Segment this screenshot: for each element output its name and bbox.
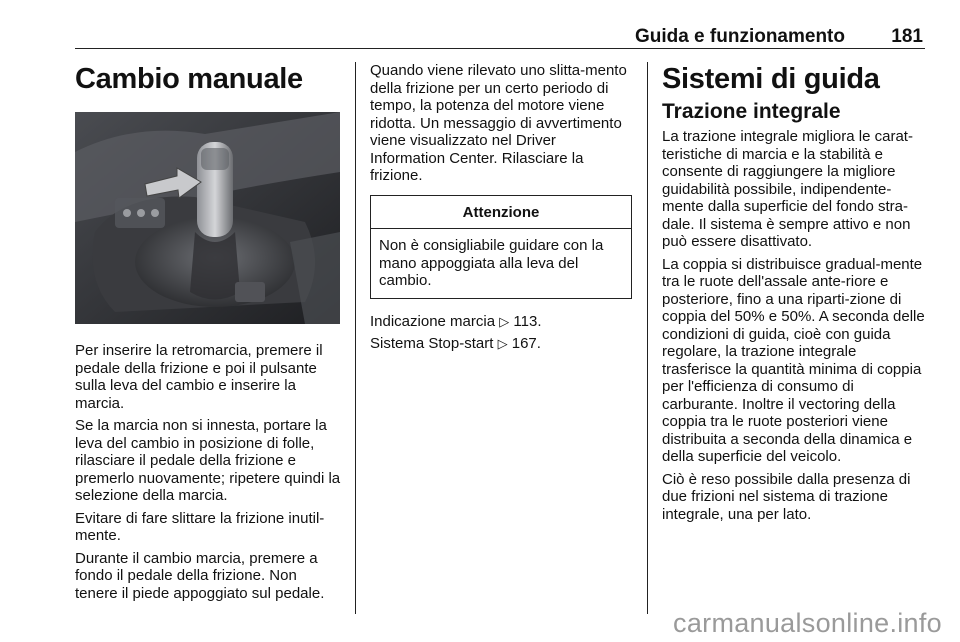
cross-reference-text: Sistema Stop-start [370,335,494,352]
paragraph: Evitare di fare slittare la frizione inutil-mente. [75,509,325,544]
heading-manual-gearbox: Cambio manuale [75,63,303,95]
cross-reference-text: Indicazione marcia [370,312,496,330]
column-drive-systems [662,62,926,528]
column-divider-left [355,62,356,614]
column-divider-right [647,62,648,614]
section-title: Guida e funzionamento [634,26,845,47]
triangle-right-icon: ▷ [497,336,508,351]
warning-box [370,195,632,299]
paragraph: Quando viene rilevato uno slitta-mento della frizione per un certo periodo di tempo, la potenza del motore viene ridotta. Un messaggio di avvertimento viene visualizzato nel Driver Information Center. Rilasciare la frizione. [370,62,627,184]
warning-body: Non è consigliabile guidare con la mano appoggiata alla leva del cambio. [379,237,604,289]
cross-reference[interactable] [370,313,632,331]
subheading-all-wheel-drive: Trazione integrale [662,100,841,123]
paragraph: Se la marcia non si innesta, portare la leva del cambio in posizione di folle, rilasciare il pedale della frizione e premerlo nuovamente; ripetere quindi la selezione della marcia. [75,417,341,504]
cross-reference-page: 113. [513,312,542,330]
paragraph: Per inserire la retromarcia, premere il pedale della frizione e poi il pulsante sulla leva del cambio e inserire la marcia. [75,342,323,412]
paragraph: La trazione integrale migliora le carat-teristiche di marcia e la stabilità e consente di raggiungere la migliore guidabilità possibile, indipendente-mente dalla superficie del fondo stra-dale. Il sistema è sempre attivo e non può essere disattivato. [662,128,913,250]
column-manual-gearbox [75,62,343,607]
heading-drive-systems: Sistemi di guida [662,63,880,95]
paragraph: Durante il cambio marcia, premere a fondo il pedale della frizione. Non tenere il piede appoggiato sul pedale. [75,549,325,602]
running-header [75,26,925,49]
paragraph: Ciò è reso possibile dalla presenza di due frizioni nel sistema di trazione integrale, una per lato. [662,470,911,523]
page-number: 181 [891,26,923,47]
gear-lever-photo [75,112,340,324]
column-clutch [370,62,632,358]
paragraph: La coppia si distribuisce gradual-mente tra le ruote dell'assale ante-riore e posteriore, fino a una riparti-zione di coppia del 50% e 50%. A seconda delle condizioni di guida, cioè con guida regolare, la trazione integrale trasferisce la quantità minima di coppia per l'efficienza di consumo di carburante. Inoltre il vectoring della coppia tra le ruote posteriori viene distribuita a seconda della dinamica e della superficie del veicolo. [662,255,925,465]
cross-reference-page: 167. [511,335,541,352]
cross-reference[interactable] [370,335,632,353]
warning-title: Attenzione [371,196,631,230]
triangle-right-icon: ▷ [499,313,510,329]
watermark: carmanualsonline.info [673,608,942,638]
